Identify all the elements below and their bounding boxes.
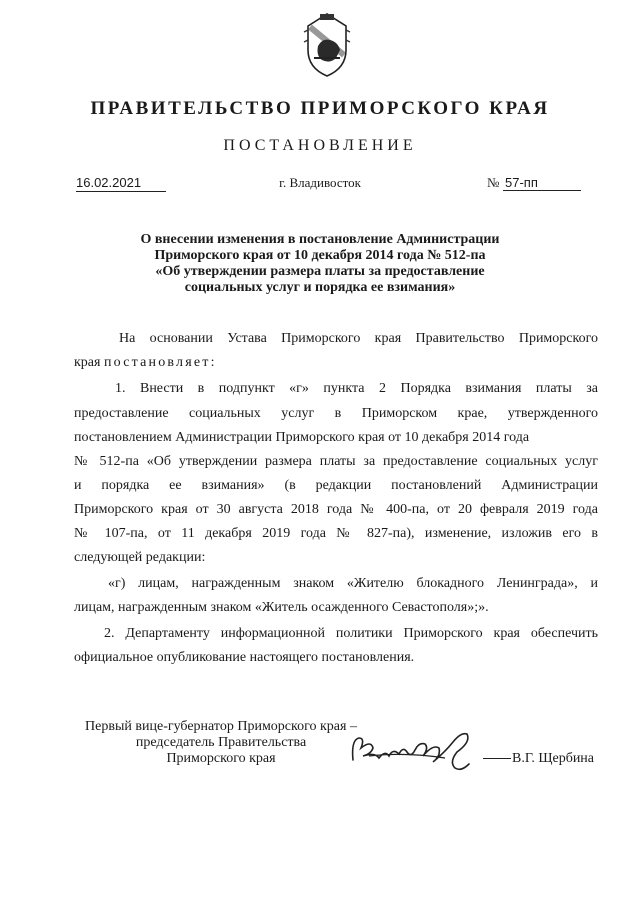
- document-subject: [110, 232, 530, 296]
- subject-line: О внесении изменения в постановление Администрации: [140, 232, 500, 247]
- item1-line: № 107-па, от 11 декабря 2019 года № 827-па), изменение, изложив его в: [74, 526, 598, 541]
- subject-line: социальных услуг и порядка ее взимания»: [184, 280, 456, 295]
- item1-line: и порядка ее взимания» (в редакции постановлений Администрации: [74, 478, 598, 493]
- position-line: Первый вице-губернатор Приморского края –: [85, 719, 357, 734]
- number-sign: №: [487, 175, 500, 190]
- document-type: ПОСТАНОВЛЕНИЕ: [223, 137, 417, 154]
- decree-verb: постановляет:: [103, 355, 217, 370]
- document-date: 16.02.2021: [76, 175, 166, 192]
- signature-line: [483, 758, 511, 759]
- signatory-name-text: В.Г. Щербина: [512, 751, 595, 766]
- government-title: ПРАВИТЕЛЬСТВО ПРИМОРСКОГО КРАЯ: [90, 98, 550, 119]
- item2-line: официальное опубликование настоящего постановления.: [74, 650, 415, 665]
- item1-line: следующей редакции:: [74, 550, 206, 565]
- item1-line: постановлением Администрации Приморского края от 10 декабря 2014 года: [74, 430, 530, 445]
- position-line: председатель Правительства: [135, 735, 307, 750]
- handwritten-signature-icon: [345, 722, 480, 774]
- item1-line: 1. Внести в подпункт «г» пункта 2 Порядка взимания платы за: [115, 381, 598, 396]
- item1-line: Приморского края от 30 августа 2018 года № 400-па, от 20 февраля 2019 года: [74, 502, 598, 517]
- subject-line: «Об утверждении размера платы за предоставление: [155, 264, 485, 279]
- preamble-line: [74, 355, 217, 371]
- quote-line: «г) лицам, награжденным знаком «Жителю блокадного Ленинграда», и: [108, 576, 598, 591]
- document-city: г. Владивосток: [279, 175, 361, 190]
- item2-line: 2. Департаменту информационной политики Приморского края обеспечить: [104, 626, 598, 641]
- quote-line: лицам, награжденным знаком «Житель осажденного Севастополя»;».: [74, 600, 489, 615]
- subject-line: Приморского края от 10 декабря 2014 года № 512-па: [154, 248, 486, 263]
- item1-line: предоставление социальных услуг в Приморском крае, утвержденного: [74, 406, 598, 421]
- signatory-name: [483, 751, 594, 767]
- signatory-position: [66, 719, 376, 767]
- document-number: 57-пп: [503, 175, 581, 191]
- coat-of-arms-icon: [300, 12, 354, 78]
- item1-line: № 512-па «Об утверждении размера платы за предоставление социальных услуг: [74, 454, 598, 469]
- preamble-line: На основании Устава Приморского края Правительство Приморского: [119, 331, 598, 346]
- preamble-prefix: края: [74, 355, 104, 370]
- position-line: Приморского края: [166, 751, 276, 766]
